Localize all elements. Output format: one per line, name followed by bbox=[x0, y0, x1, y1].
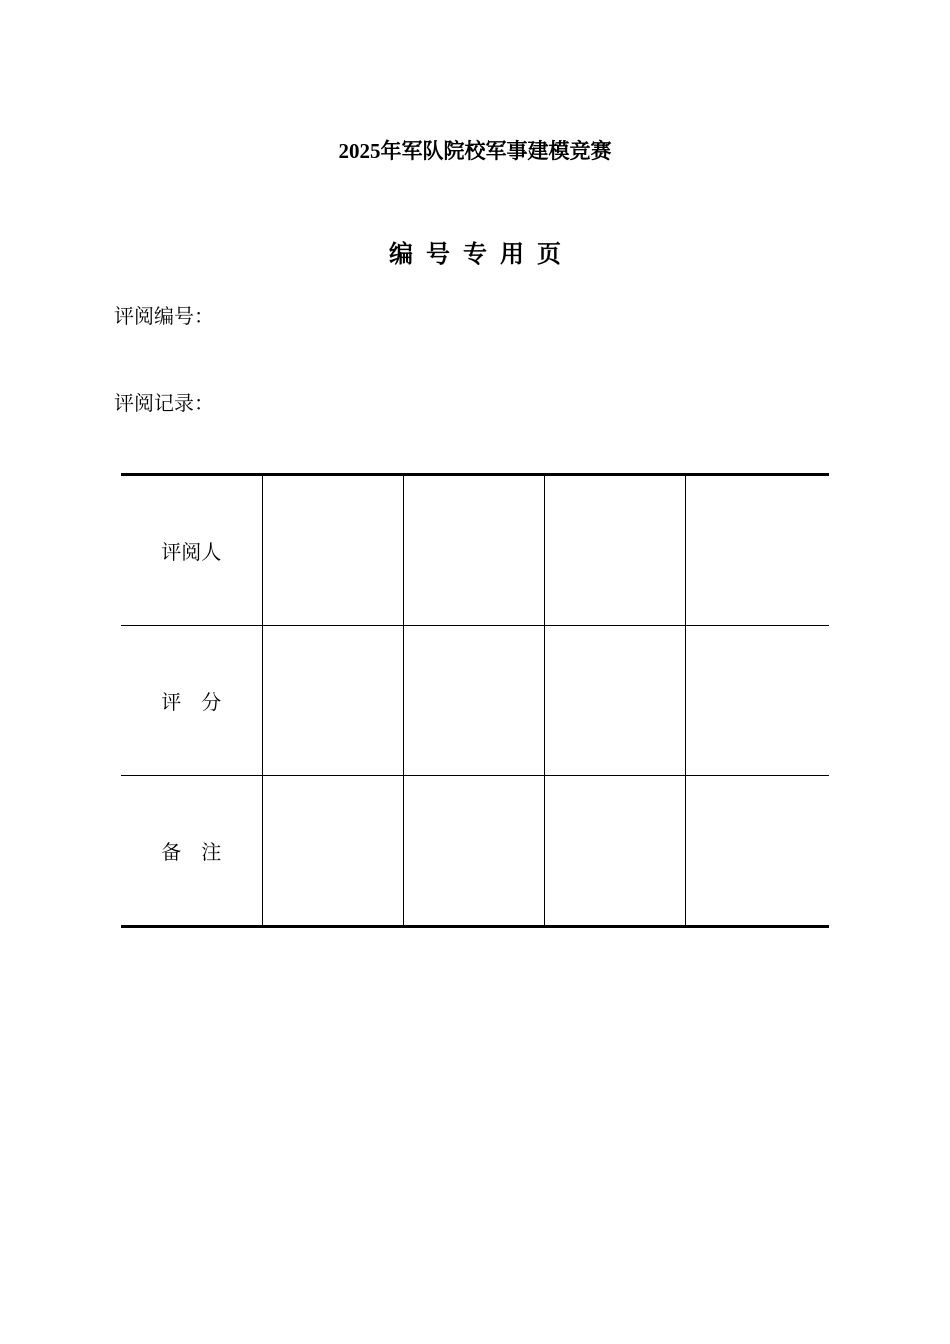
remarks-row bbox=[121, 776, 829, 927]
page-subtitle: 编号专用页 bbox=[389, 239, 574, 268]
reviewer-cell[interactable] bbox=[403, 475, 544, 626]
score-header: 评 分 bbox=[121, 626, 262, 776]
remarks-header: 备 注 bbox=[121, 776, 262, 927]
document-title: 2025年军队院校军事建模竞赛 bbox=[338, 139, 612, 163]
remarks-cell[interactable] bbox=[544, 776, 685, 927]
score-cell[interactable] bbox=[685, 626, 829, 776]
reviewer-cell[interactable] bbox=[262, 475, 403, 626]
score-cell[interactable] bbox=[262, 626, 403, 776]
review-record-label: 评阅记录： bbox=[114, 391, 214, 415]
reviewer-row bbox=[121, 475, 829, 626]
review-number-label: 评阅编号： bbox=[114, 304, 214, 328]
reviewer-cell[interactable] bbox=[685, 475, 829, 626]
remarks-cell[interactable] bbox=[262, 776, 403, 927]
reviewer-cell[interactable] bbox=[544, 475, 685, 626]
reviewer-header: 评阅人 bbox=[121, 475, 262, 626]
score-cell[interactable] bbox=[403, 626, 544, 776]
score-row bbox=[121, 626, 829, 776]
review-record-table bbox=[121, 473, 829, 928]
remarks-cell[interactable] bbox=[403, 776, 544, 927]
score-cell[interactable] bbox=[544, 626, 685, 776]
remarks-cell[interactable] bbox=[685, 776, 829, 927]
